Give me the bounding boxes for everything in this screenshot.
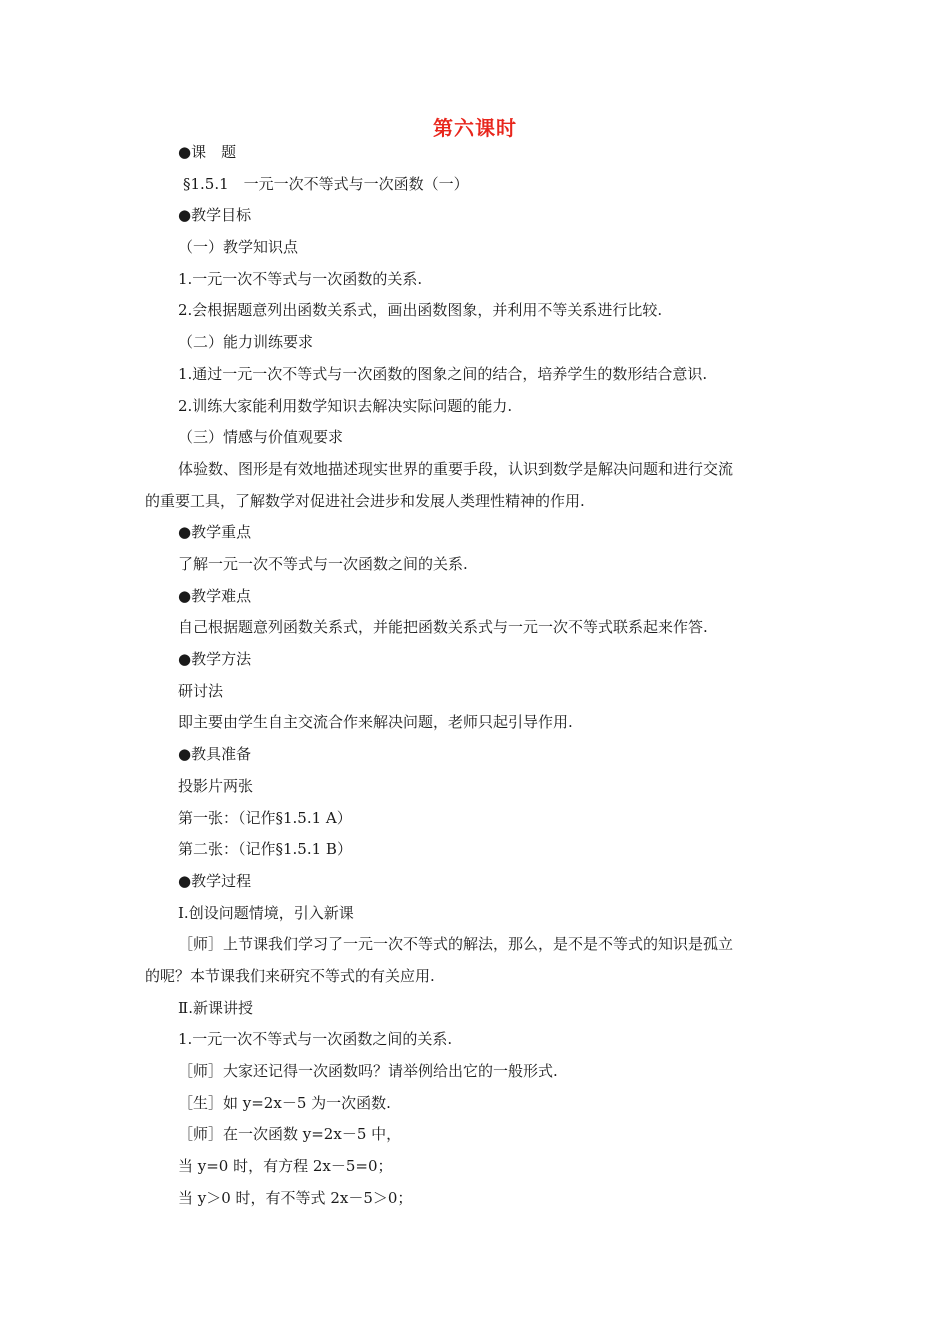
paragraph: 1.一元一次不等式与一次函数之间的关系. <box>178 1030 453 1048</box>
section-heading-process: ●教学过程 <box>178 872 252 890</box>
paragraph: 自己根据题意列函数关系式，并能把函数关系式与一元一次不等式联系起来作答. <box>178 618 708 636</box>
section-heading-objectives: ●教学目标 <box>178 206 252 224</box>
paragraph: ［师］大家还记得一次函数吗？请举例给出它的一般形式. <box>178 1062 558 1080</box>
paragraph: 2.训练大家能利用数学知识去解决实际问题的能力. <box>178 397 513 415</box>
paragraph-continuation: 的呢？本节课我们来研究不等式的有关应用. <box>145 967 435 985</box>
paragraph: ［师］上节课我们学习了一元一次不等式的解法，那么，是不是不等式的知识是孤立 <box>178 935 734 953</box>
paragraph: 投影片两张 <box>178 777 254 795</box>
subsection-heading: （三）情感与价值观要求 <box>178 428 344 446</box>
paragraph: ［生］如 y=2x－5 为一次函数. <box>178 1094 391 1112</box>
paragraph: 研讨法 <box>178 682 224 700</box>
subsection-heading: （二）能力训练要求 <box>178 333 314 351</box>
section-heading-difficulties: ●教学难点 <box>178 587 252 605</box>
paragraph: 当 y=0 时，有方程 2x－5=0； <box>178 1157 393 1175</box>
paragraph: 2.会根据题意列出函数关系式，画出函数图象，并利用不等关系进行比较. <box>178 301 663 319</box>
section-heading-methods: ●教学方法 <box>178 650 252 668</box>
paragraph-continuation: 的重要工具，了解数学对促进社会进步和发展人类理性精神的作用. <box>145 492 585 510</box>
paragraph: 1.通过一元一次不等式与一次函数的图象之间的结合，培养学生的数形结合意识. <box>178 365 708 383</box>
paragraph: 第一张：（记作§1.5.1 A） <box>178 809 352 827</box>
paragraph: 第二张：（记作§1.5.1 B） <box>178 840 352 858</box>
section-heading-topic: ●课 题 <box>178 143 237 161</box>
paragraph: 当 y＞0 时，有不等式 2x－5＞0； <box>178 1189 413 1207</box>
section-heading-key-points: ●教学重点 <box>178 523 252 541</box>
subsection-heading: Ⅰ.创设问题情境，引入新课 <box>178 904 354 922</box>
paragraph: 即主要由学生自主交流合作来解决问题，老师只起引导作用. <box>178 713 573 731</box>
section-heading-materials: ●教具准备 <box>178 745 252 763</box>
paragraph: ［师］在一次函数 y=2x－5 中， <box>178 1125 402 1143</box>
topic-text: §1.5.1 一元一次不等式与一次函数（一） <box>183 175 469 193</box>
page-title: 第六课时 <box>433 116 517 140</box>
subsection-heading: Ⅱ.新课讲授 <box>178 999 253 1017</box>
paragraph: 体验数、图形是有效地描述现实世界的重要手段，认识到数学是解决问题和进行交流 <box>178 460 734 478</box>
subsection-heading: （一）教学知识点 <box>178 238 299 256</box>
paragraph: 了解一元一次不等式与一次函数之间的关系. <box>178 555 468 573</box>
paragraph: 1.一元一次不等式与一次函数的关系. <box>178 270 423 288</box>
